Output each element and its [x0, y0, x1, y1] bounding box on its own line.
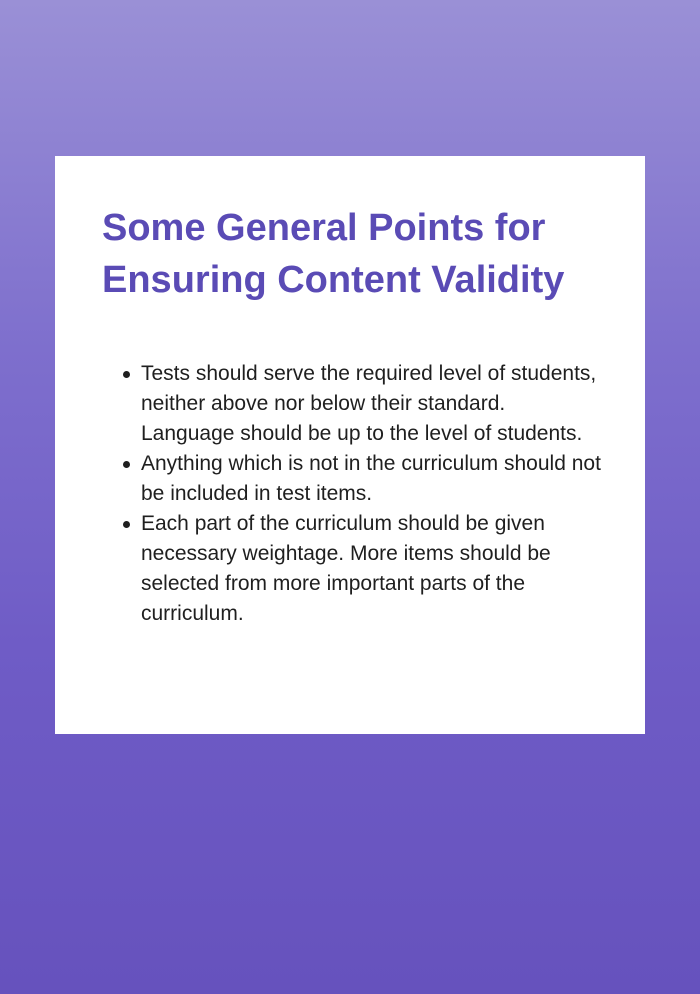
point-text: Tests should serve the required level of students, neither above nor below their standard. Language should be up to the level of students. [141, 362, 597, 445]
content-card [55, 156, 645, 734]
list-item [123, 359, 603, 449]
bullet-icon [123, 521, 130, 528]
point-text: Anything which is not in the curriculum should not be included in test items. [141, 452, 601, 505]
point-text: Each part of the curriculum should be given necessary weightage. More items should be selected from more important parts of the curriculum. [141, 512, 551, 625]
list-item [123, 509, 603, 629]
list-item [123, 449, 603, 509]
bullet-icon [123, 461, 130, 468]
points-list [123, 359, 603, 629]
bullet-icon [123, 371, 130, 378]
page-title: Some General Points for Ensuring Content Validity [102, 207, 565, 301]
